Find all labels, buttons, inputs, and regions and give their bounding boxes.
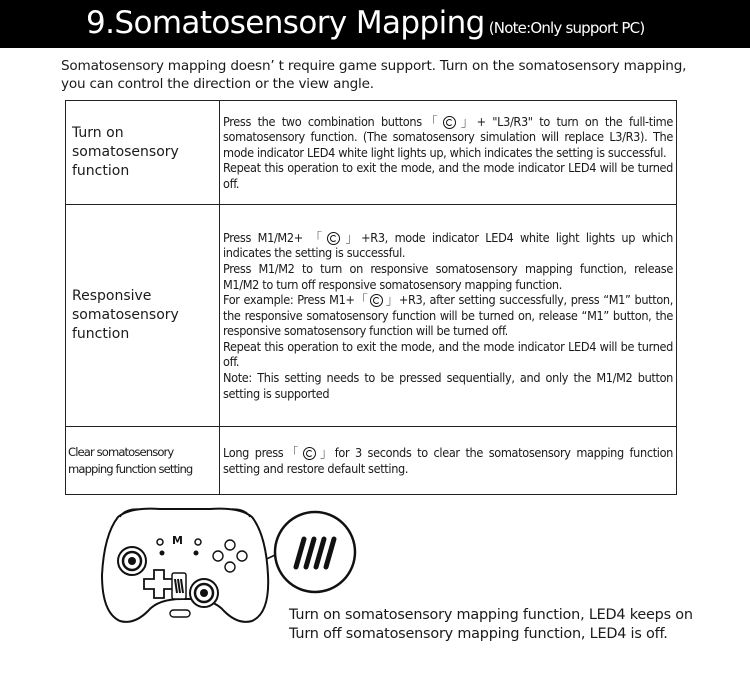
desc-text: 」for 3 seconds to clear the somatosensory mapping function setting and restore default setting. <box>223 444 673 476</box>
desc-text: Press the two combination buttons「 <box>223 113 441 129</box>
desc-paragraph: Note: This setting needs to be pressed sequentially, and only the M1/M2 button setting is supported <box>223 370 673 401</box>
desc-paragraph: Press M1/M2 to turn on responsive somatosensory mapping function, release M1/M2 to turn off responsive somatosensory mapping function. <box>223 260 673 292</box>
small-button <box>194 551 199 556</box>
page-title <box>86 2 644 49</box>
title-bar <box>0 0 750 48</box>
led-zoom-callout <box>275 512 355 592</box>
desc-text: 」+R3, after setting successfully, press “M1” button, the responsive somatosensory function will be turned on, release “M1” button, the responsive somatosensory function will be turned off. <box>223 292 673 339</box>
desc-paragraph: Repeat this operation to exit the mode, and the mode indicator LED4 will be turned off. <box>223 160 673 191</box>
small-button <box>160 551 165 556</box>
home-button <box>170 610 190 617</box>
desc-paragraph: Repeat this operation to exit the mode, and the mode indicator LED4 will be turned off. <box>223 338 673 370</box>
desc-text: For example: Press M1+「 <box>223 292 369 308</box>
desc-paragraph <box>223 230 673 261</box>
somatosensory-button-icon <box>327 232 340 245</box>
row-label: Clear somatosensory mapping function setting <box>66 427 220 495</box>
desc-text: 」+R3, mode indicator LED4 white light lights up which indicates the setting is successful. <box>223 229 673 261</box>
row-description <box>220 427 677 495</box>
somatosensory-button-icon <box>370 294 383 307</box>
desc-paragraph <box>223 114 673 161</box>
row-label: Turn on somatosensory function <box>66 101 220 205</box>
caption <box>289 606 693 644</box>
title-text: 9.Somatosensory Mapping <box>86 5 485 41</box>
left-stick <box>118 547 146 575</box>
m-logo: M <box>172 534 183 547</box>
right-stick <box>190 579 218 607</box>
caption-line-on: Turn on somatosensory mapping function, LED4 keeps on <box>289 607 693 623</box>
row-label: Responsive somatosensory function <box>66 205 220 427</box>
desc-paragraph <box>223 445 673 476</box>
desc-text: Press M1/M2+ 「 <box>223 229 326 245</box>
somatosensory-button-icon <box>303 447 316 460</box>
desc-text: 」+ "L3/R3" to turn on the full-time somatosensory function. (The somatosensory simulation will replace L3/R3). The mode indicator LED4 white light lights up, which indicates the setting is successful. <box>223 113 673 160</box>
desc-text: Long press「 <box>223 444 301 460</box>
desc-paragraph <box>223 292 673 339</box>
caption-line-off: Turn off somatosensory mapping function, LED4 is off. <box>289 626 668 642</box>
instruction-table <box>65 100 677 495</box>
table-row <box>66 205 677 427</box>
somatosensory-button-icon <box>443 116 456 129</box>
led-indicators <box>175 579 183 593</box>
table-row <box>66 427 677 495</box>
intro-paragraph: Somatosensory mapping doesn’ t require game support. Turn on the somatosensory mapping, you can control the direction or the view angle. <box>61 58 687 92</box>
table-row <box>66 101 677 205</box>
row-description <box>220 101 677 205</box>
row-description <box>220 205 677 427</box>
title-note: (Note:Only support PC) <box>488 19 645 37</box>
